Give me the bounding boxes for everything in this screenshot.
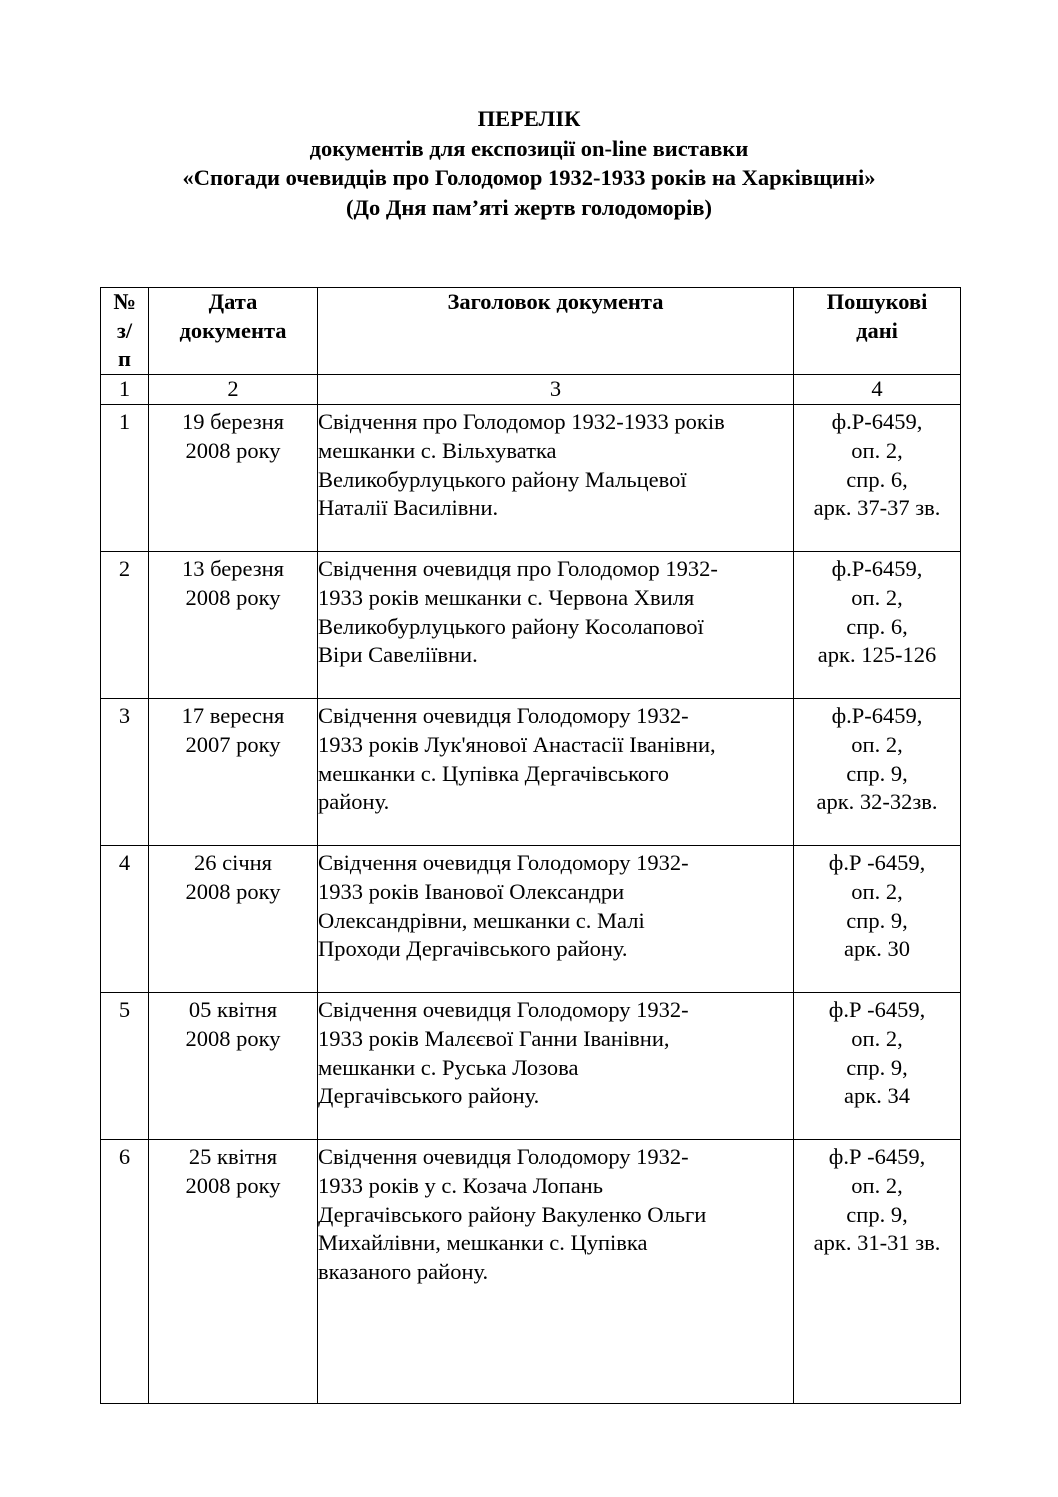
document-title xyxy=(318,846,794,993)
row-number xyxy=(101,405,149,552)
cell-line: Великобурлуцького району Мальцевої xyxy=(318,466,687,492)
cell-line: арк. 34 xyxy=(844,1083,910,1109)
cell-line: Проходи Дергачівського району. xyxy=(318,936,628,962)
cell-line: 6 xyxy=(118,1144,131,1170)
cell-line: 2 xyxy=(118,556,131,582)
header-reference xyxy=(794,288,961,375)
cell-line: спр. 9, xyxy=(846,907,908,933)
header-number xyxy=(101,288,149,375)
cell-line: Свідчення очевидця Голодомору 1932- xyxy=(318,1144,689,1170)
cell-line: району. xyxy=(318,789,390,815)
header-line: з/ xyxy=(116,317,133,343)
archive-reference xyxy=(794,405,961,552)
document-date xyxy=(149,699,318,846)
document-date xyxy=(149,552,318,699)
cell-line: ф.Р -6459, xyxy=(828,850,926,876)
cell-line: Віри Савеліївни. xyxy=(318,642,478,668)
cell-line: Великобурлуцького району Косолапової xyxy=(318,613,704,639)
cell-line: ф.Р -6459, xyxy=(828,1144,926,1170)
table-row xyxy=(101,699,961,846)
cell-line: 17 вересня xyxy=(181,703,285,729)
document-title xyxy=(318,405,794,552)
row-number xyxy=(101,552,149,699)
archive-reference xyxy=(794,699,961,846)
header-line: Заголовок документа xyxy=(447,289,664,314)
table-row xyxy=(101,405,961,552)
document-date xyxy=(149,846,318,993)
document-title xyxy=(318,699,794,846)
header-title xyxy=(318,288,794,375)
cell-line: 2008 року xyxy=(185,437,281,463)
cell-line: 2008 року xyxy=(185,1025,281,1051)
cell-line: 19 березня xyxy=(181,409,285,435)
table-row xyxy=(101,846,961,993)
cell-line: оп. 2, xyxy=(851,437,903,463)
table-row xyxy=(101,1140,961,1404)
header-line: дані xyxy=(856,317,898,343)
cell-line: Свідчення про Голодомор 1932-1933 років xyxy=(318,409,725,435)
cell-line: Михайлівни, мешканки с. Цупівка xyxy=(318,1230,648,1256)
column-number: 1 xyxy=(101,375,149,405)
document-date xyxy=(149,993,318,1140)
cell-line: арк. 32-32зв. xyxy=(816,789,938,815)
cell-line: 1 xyxy=(118,409,131,435)
document-heading xyxy=(0,104,1058,222)
column-number: 2 xyxy=(149,375,318,405)
cell-line: Свідчення очевидця про Голодомор 1932- xyxy=(318,556,718,582)
cell-line: 26 січня xyxy=(193,850,273,876)
archive-reference xyxy=(794,846,961,993)
row-number xyxy=(101,1140,149,1404)
cell-line: 1933 років мешканки с. Червона Хвиля xyxy=(318,584,695,610)
table-row xyxy=(101,552,961,699)
document-title xyxy=(318,993,794,1140)
cell-line: 1933 років у с. Козача Лопань xyxy=(318,1172,603,1198)
cell-line: ф.Р-6459, xyxy=(831,703,923,729)
document-date xyxy=(149,1140,318,1404)
column-number: 3 xyxy=(318,375,794,405)
document-title xyxy=(318,552,794,699)
cell-line: 2007 року xyxy=(185,731,281,757)
cell-line: мешканки с. Руська Лозова xyxy=(318,1054,579,1080)
cell-line: оп. 2, xyxy=(851,878,903,904)
header-line: документа xyxy=(179,317,287,343)
heading-subtitle: документів для експозиції on-line виставки xyxy=(309,135,749,161)
cell-line: оп. 2, xyxy=(851,731,903,757)
cell-line: оп. 2, xyxy=(851,1172,903,1198)
cell-line: спр. 6, xyxy=(846,613,908,639)
column-number-row xyxy=(101,375,961,405)
heading-title: ПЕРЕЛІК xyxy=(477,106,581,131)
cell-line: 2008 року xyxy=(185,1172,281,1198)
archive-reference xyxy=(794,552,961,699)
row-number xyxy=(101,846,149,993)
cell-line: Свідчення очевидця Голодомору 1932- xyxy=(318,703,689,729)
header-line: Пошукові xyxy=(826,289,928,314)
document-date xyxy=(149,405,318,552)
header-line: п xyxy=(118,346,131,372)
cell-line: Дергачівського району Вакуленко Ольги xyxy=(318,1201,707,1227)
cell-line: 2008 року xyxy=(185,584,281,610)
heading-occasion: (До Дня пам’яті жертв голодоморів) xyxy=(346,194,712,220)
cell-line: Дергачівського району. xyxy=(318,1083,540,1109)
cell-line: мешканки с. Вільхуватка xyxy=(318,437,557,463)
header-line: Дата xyxy=(208,289,258,314)
cell-line: 1933 років Лук'янової Анастасії Іванівни, xyxy=(318,731,716,757)
cell-line: спр. 9, xyxy=(846,1201,908,1227)
cell-line: Олександрівни, мешканки с. Малі xyxy=(318,907,645,933)
archive-reference xyxy=(794,993,961,1140)
cell-line: ф.Р-6459, xyxy=(831,556,923,582)
cell-line: мешканки с. Цупівка Дергачівського xyxy=(318,760,670,786)
cell-line: 1933 років Малєєвої Ганни Іванівни, xyxy=(318,1025,670,1051)
header-date xyxy=(149,288,318,375)
cell-line: арк. 125-126 xyxy=(817,642,937,668)
archive-reference xyxy=(794,1140,961,1404)
cell-line: оп. 2, xyxy=(851,584,903,610)
documents-table xyxy=(100,287,961,1404)
cell-line: 3 xyxy=(118,703,131,729)
cell-line: оп. 2, xyxy=(851,1025,903,1051)
cell-line: 4 xyxy=(118,850,131,876)
header-line: № xyxy=(113,289,136,314)
cell-line: арк. 30 xyxy=(844,936,910,962)
cell-line: 5 xyxy=(118,997,131,1023)
cell-line: 05 квітня xyxy=(188,997,278,1023)
cell-line: ф.Р -6459, xyxy=(828,997,926,1023)
cell-line: арк. 37-37 зв. xyxy=(813,495,941,521)
cell-line: ф.Р-6459, xyxy=(831,409,923,435)
document-title xyxy=(318,1140,794,1404)
heading-exhibition-name: «Спогади очевидців про Голодомор 1932-1933 років на Харківщині» xyxy=(182,165,876,190)
row-number xyxy=(101,993,149,1140)
column-number: 4 xyxy=(794,375,961,405)
cell-line: спр. 9, xyxy=(846,1054,908,1080)
cell-line: 1933 років Іванової Олександри xyxy=(318,878,625,904)
table-row xyxy=(101,993,961,1140)
cell-line: Наталії Василівни. xyxy=(318,495,499,521)
row-number xyxy=(101,699,149,846)
cell-line: вказаного району. xyxy=(318,1258,489,1284)
cell-line: 13 березня xyxy=(181,556,285,582)
cell-line: спр. 6, xyxy=(846,466,908,492)
cell-line: Свідчення очевидця Голодомору 1932- xyxy=(318,850,689,876)
cell-line: 2008 року xyxy=(185,878,281,904)
cell-line: Свідчення очевидця Голодомору 1932- xyxy=(318,997,689,1023)
cell-line: арк. 31-31 зв. xyxy=(813,1230,941,1256)
cell-line: 25 квітня xyxy=(188,1144,278,1170)
table-header-row xyxy=(101,288,961,375)
cell-line: спр. 9, xyxy=(846,760,908,786)
